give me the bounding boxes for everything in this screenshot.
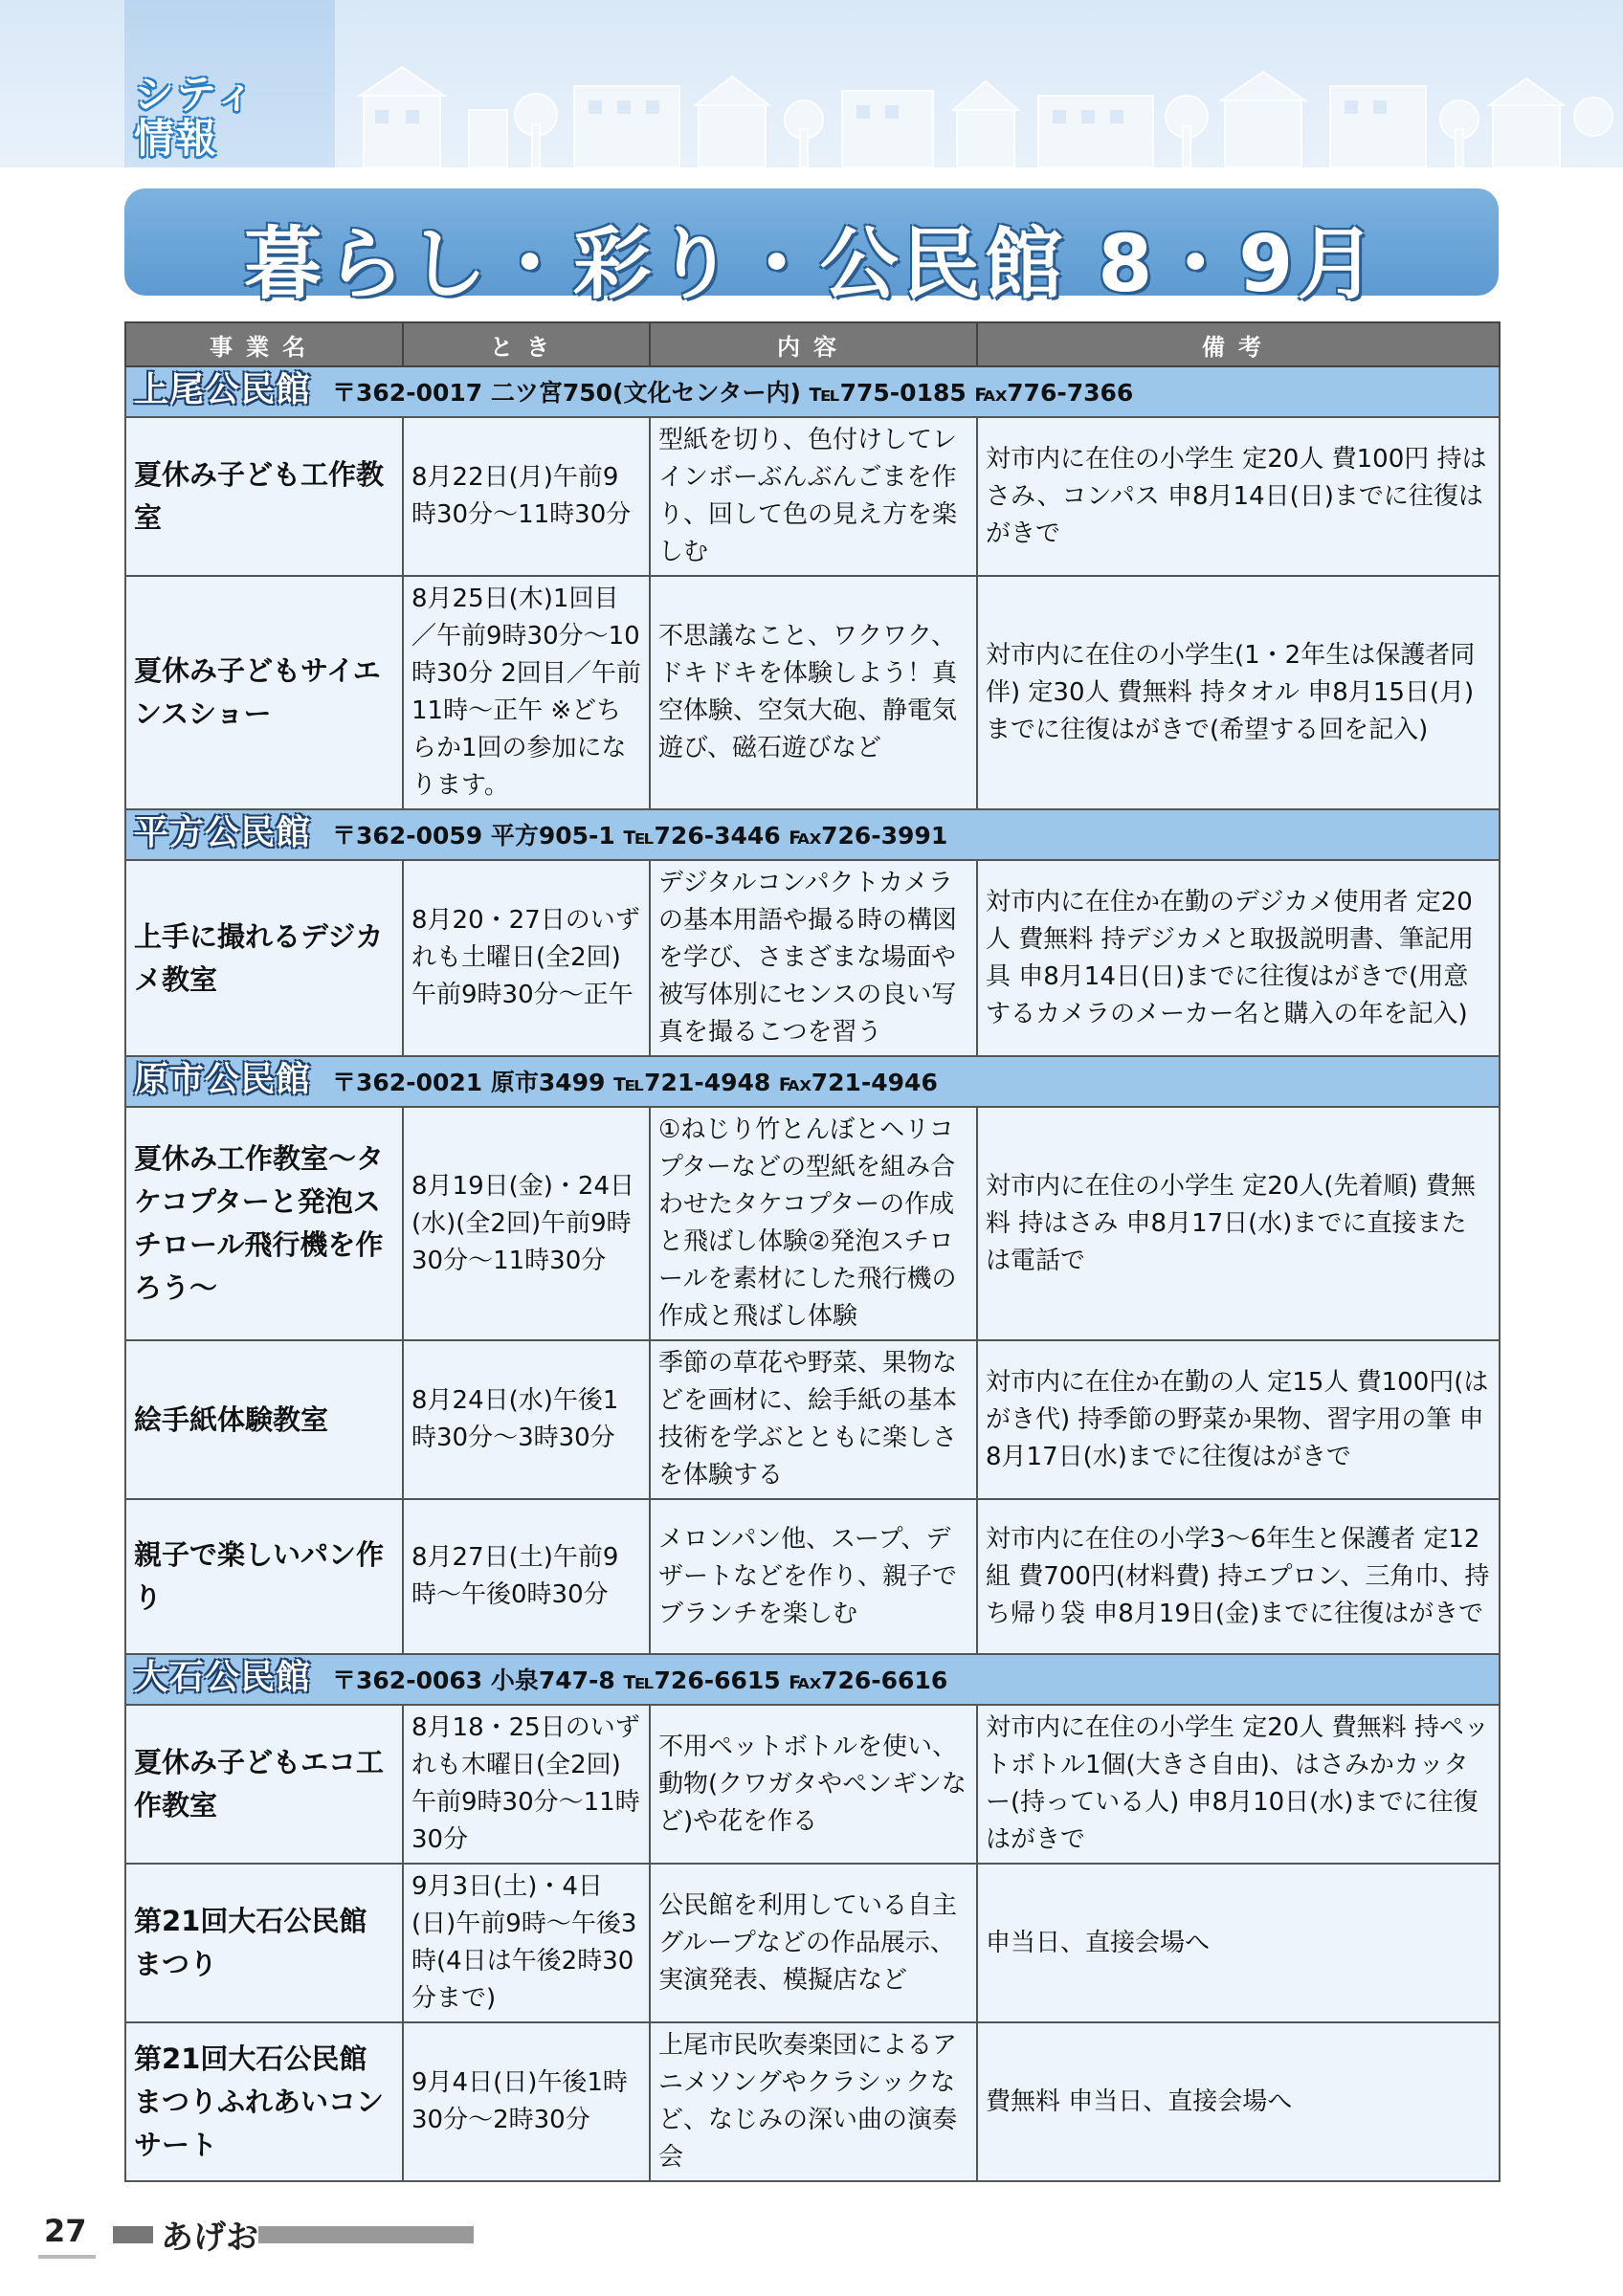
event-name: 夏休み工作教室～タケコプターと発泡スチロール飛行機を作ろう～ — [125, 1107, 403, 1340]
event-note: 対市内に在住か在勤の人 定15人 費100円(はがき代) 持季節の野菜か果物、習字用の筆 申8月17日(水)までに往復はがきで — [977, 1340, 1500, 1499]
table-row — [125, 2022, 1500, 2181]
facility-header — [125, 1654, 1500, 1705]
event-note: 費無料 申当日、直接会場へ — [977, 2022, 1500, 2181]
facility-name: 原市公民館 — [134, 1060, 312, 1099]
event-note: 対市内に在住の小学生 定20人(先着順) 費無料 持はさみ 申8月17日(水)までに直接または電話で — [977, 1107, 1500, 1340]
event-time: 9月3日(土)・4日(日)午前9時～午後3時(4日は午後2時30分まで) — [403, 1864, 650, 2022]
table-row — [125, 576, 1500, 809]
event-note: 対市内に在住の小学3～6年生と保護者 定12組 費700円(材料費) 持エプロン、三角巾、持ち帰り袋 申8月19日(金)までに往復はがきで — [977, 1499, 1500, 1654]
facility-name: 上尾公民館 — [134, 370, 312, 409]
event-name: 夏休み子どもエコ工作教室 — [125, 1705, 403, 1864]
event-note: 対市内に在住の小学生 定20人 費100円 持はさみ、コンパス 申8月14日(日)までに往復はがきで — [977, 417, 1500, 576]
header-tab-line2: 情報 — [134, 115, 219, 162]
event-name: 上手に撮れるデジカメ教室 — [125, 860, 403, 1056]
column-header: 事業名 — [125, 322, 403, 366]
table-row — [125, 860, 1500, 1056]
event-time: 8月18・25日のいずれも木曜日(全2回)午前9時30分～11時30分 — [403, 1705, 650, 1864]
facility-contact: 〒362-0063 小泉747-8 ℡726-6615 ℻726-6616 — [332, 1667, 948, 1694]
schedule-body — [125, 366, 1500, 2181]
facility-contact: 〒362-0017 二ツ宮750(文化センター内) ℡775-0185 ℻776-7366 — [332, 379, 1134, 407]
event-name: 第21回大石公民館まつりふれあいコンサート — [125, 2022, 403, 2181]
schedule-table — [124, 321, 1501, 2182]
table-row — [125, 1107, 1500, 1340]
city-info-tab — [124, 0, 335, 167]
title-banner — [124, 188, 1499, 310]
event-time: 8月24日(水)午後1時30分～3時30分 — [403, 1340, 650, 1499]
event-name: 夏休み子どもサイエンスショー — [125, 576, 403, 809]
table-row — [125, 1864, 1500, 2022]
event-note: 申当日、直接会場へ — [977, 1864, 1500, 2022]
table-header-row — [125, 322, 1500, 366]
facility-contact: 〒362-0059 平方905-1 ℡726-3446 ℻726-3991 — [332, 822, 948, 850]
town-skyline-illustration — [345, 57, 1623, 167]
event-content: 型紙を切り、色付けしてレインボーぶんぶんごまを作り、回して色の見え方を楽しむ — [650, 417, 977, 576]
footer-bar — [113, 2226, 153, 2243]
magazine-logo: あげお — [161, 2219, 258, 2257]
column-header: とき — [403, 322, 650, 366]
event-name: 絵手紙体験教室 — [125, 1340, 403, 1499]
event-note: 対市内に在住の小学生 定20人 費無料 持ペットボトル1個(大きさ自由)、はさみかカッター(持っている人) 申8月10日(水)までに往復はがきで — [977, 1705, 1500, 1864]
footer-bar — [258, 2226, 474, 2243]
event-time: 8月27日(土)午前9時～午後0時30分 — [403, 1499, 650, 1654]
event-note: 対市内に在住か在勤のデジカメ使用者 定20人 費無料 持デジカメと取扱説明書、筆記用具 申8月14日(日)までに往復はがきで(用意するカメラのメーカー名と購入の年を記入) — [977, 860, 1500, 1056]
facility-contact: 〒362-0021 原市3499 ℡721-4948 ℻721-4946 — [332, 1069, 938, 1096]
facility-header-row — [125, 1056, 1500, 1107]
table-row — [125, 417, 1500, 576]
table-row — [125, 1340, 1500, 1499]
event-time: 8月25日(木)1回目／午前9時30分～10時30分 2回目／午前11時～正午 ※どちらか1回の参加になります。 — [403, 576, 650, 809]
event-content: ①ねじり竹とんぼとヘリコプターなどの型紙を組み合わせたタケコプターの作成と飛ばし体験②発泡スチロールを素材にした飛行機の作成と飛ばし体験 — [650, 1107, 977, 1340]
header-tab-line1: シティ — [134, 71, 257, 118]
table-row — [125, 1705, 1500, 1864]
page-title: 暮らし・彩り・公民館 8・9月 — [243, 219, 1380, 310]
facility-header — [125, 809, 1500, 860]
event-content: デジタルコンパクトカメラの基本用語や撮る時の構図を学び、さまざまな場面や被写体別にセンスの良い写真を撮るこつを習う — [650, 860, 977, 1056]
facility-header — [125, 1056, 1500, 1107]
event-name: 親子で楽しいパン作り — [125, 1499, 403, 1654]
event-name: 夏休み子ども工作教室 — [125, 417, 403, 576]
facility-header — [125, 366, 1500, 417]
event-time: 8月20・27日のいずれも土曜日(全2回)午前9時30分～正午 — [403, 860, 650, 1056]
event-content: 上尾市民吹奏楽団によるアニメソングやクラシックなど、なじみの深い曲の演奏会 — [650, 2022, 977, 2181]
facility-header-row — [125, 1654, 1500, 1705]
page-header — [0, 0, 1623, 167]
column-header: 内容 — [650, 322, 977, 366]
event-content: 不思議なこと、ワクワク、ドキドキを体験しよう！真空体験、空気大砲、静電気遊び、磁石遊びなど — [650, 576, 977, 809]
event-time: 8月19日(金)・24日(水)(全2回)午前9時30分～11時30分 — [403, 1107, 650, 1340]
event-time: 9月4日(日)午後1時30分～2時30分 — [403, 2022, 650, 2181]
event-content: メロンパン他、スープ、デザートなどを作り、親子でブランチを楽しむ — [650, 1499, 977, 1654]
page-footer — [29, 2205, 699, 2263]
table-row — [125, 1499, 1500, 1654]
event-content: 公民館を利用している自主グループなどの作品展示、実演発表、模擬店など — [650, 1864, 977, 2022]
event-note: 対市内に在住の小学生(1・2年生は保護者同伴) 定30人 費無料 持タオル 申8月15日(月)までに往復はがきで(希望する回を記入) — [977, 576, 1500, 809]
facility-header-row — [125, 366, 1500, 417]
event-content: 季節の草花や野菜、果物などを画材に、絵手紙の基本技術を学ぶとともに楽しさを体験する — [650, 1340, 977, 1499]
facility-name: 大石公民館 — [134, 1658, 312, 1697]
event-name: 第21回大石公民館まつり — [125, 1864, 403, 2022]
page-number-underline — [38, 2255, 96, 2259]
event-time: 8月22日(月)午前9時30分～11時30分 — [403, 417, 650, 576]
page-number: 27 — [44, 2213, 87, 2249]
facility-name: 平方公民館 — [134, 813, 312, 852]
event-content: 不用ペットボトルを使い、動物(クワガタやペンギンなど)や花を作る — [650, 1705, 977, 1864]
column-header: 備考 — [977, 322, 1500, 366]
facility-header-row — [125, 809, 1500, 860]
